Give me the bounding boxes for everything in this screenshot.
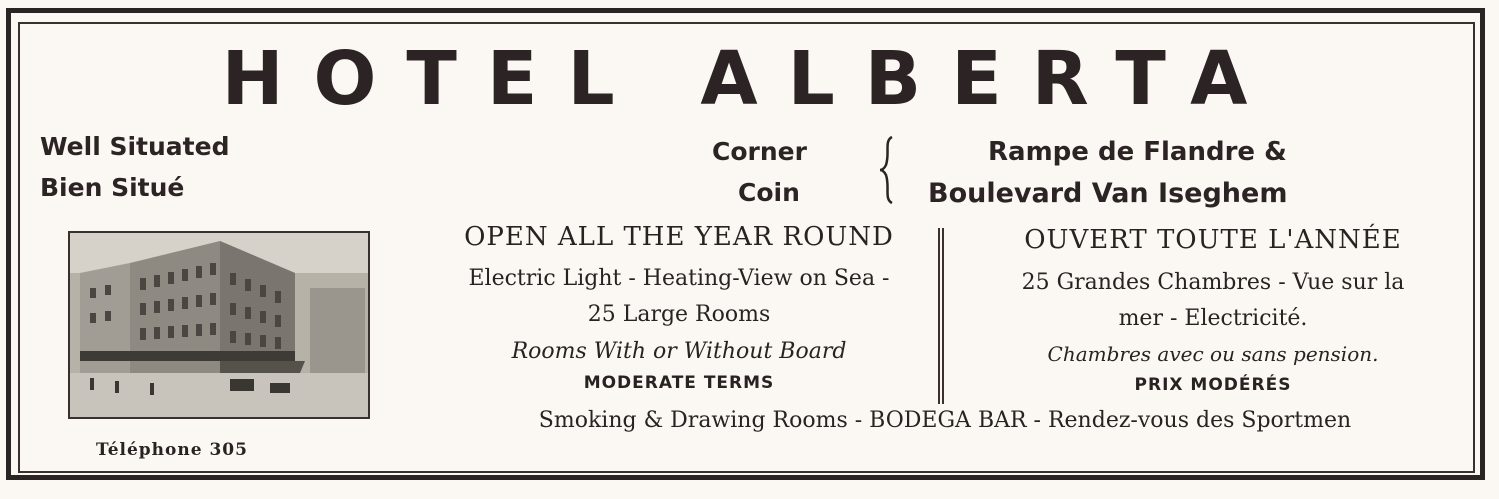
french-pension-line: Chambres avec ou sans pension. xyxy=(1047,342,1379,366)
tagline-english: Well Situated xyxy=(40,132,230,161)
hotel-photo xyxy=(68,231,370,419)
french-rooms-line: 25 Grandes Chambres - Vue sur la xyxy=(1021,270,1405,295)
street-line-2: Boulevard Van Iseghem xyxy=(928,178,1288,209)
open-all-year-heading: OPEN ALL THE YEAR ROUND xyxy=(464,222,894,252)
english-amenities-line: Electric Light - Heating-View on Sea - xyxy=(468,266,890,291)
telephone-number: Téléphone 305 xyxy=(96,440,248,460)
english-board-line: Rooms With or Without Board xyxy=(511,339,847,364)
street-line-1: Rampe de Flandre & xyxy=(988,137,1287,167)
french-sea-line: mer - Electricité. xyxy=(1118,306,1308,331)
ouvert-heading: OUVERT TOUTE L'ANNÉE xyxy=(1024,225,1402,255)
corner-label: Corner xyxy=(712,137,807,166)
coin-label: Coin xyxy=(738,178,800,207)
footer-amenities-line: Smoking & Drawing Rooms - BODEGA BAR - Rendez-vous des Sportmen xyxy=(538,408,1352,433)
prix-moderes: PRIX MODÉRÉS xyxy=(1134,375,1292,395)
tagline-french: Bien Situé xyxy=(40,173,185,202)
moderate-terms: MODERATE TERMS xyxy=(583,373,775,393)
hotel-title: HOTEL ALBERTA xyxy=(221,36,1278,122)
english-rooms-line: 25 Large Rooms xyxy=(587,302,771,327)
column-divider xyxy=(938,228,944,404)
brace-icon xyxy=(878,135,898,205)
